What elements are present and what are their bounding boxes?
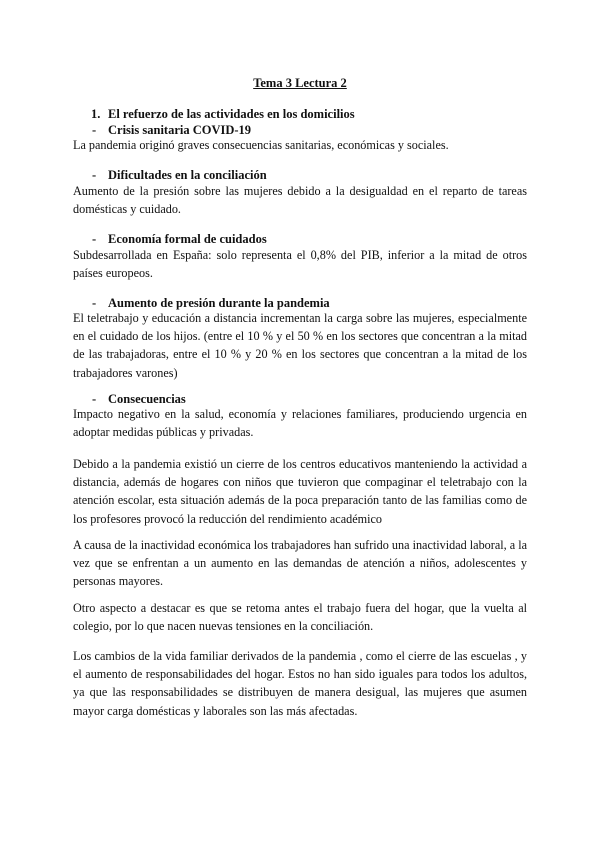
bullet-dash: - xyxy=(92,123,97,137)
text-line: distancia, además de hogares con niños que tuvieron que compaginar el teletrabajo con la xyxy=(73,475,527,490)
text-line: Impacto negativo en la salud, economía y relaciones familiares, produciendo urgencia en xyxy=(73,407,527,421)
subsection-heading-text: Consecuencias xyxy=(108,392,186,406)
bullet-dash: - xyxy=(92,168,97,182)
text-line: Debido a la pandemia existió un cierre de los centros educativos manteniendo la actividad a xyxy=(73,457,527,471)
text-line: mayor carga domésticas y laborales son las más afectadas. xyxy=(73,703,358,718)
text-line: Otro aspecto a destacar es que se retoma antes el trabajo fuera del hogar, que la vuelta al xyxy=(73,601,527,615)
text-line: Los cambios de la vida familiar derivados de la pandemia , como el cierre de las escuelas , y xyxy=(73,649,527,663)
text-line: Subdesarrollada en España: solo representa el 0,8% del PIB, inferior a la mitad de otros xyxy=(73,248,527,262)
text-line: el aumento de responsabilidades del hogar. Estos no han sido iguales para todos los adultos, xyxy=(73,667,527,682)
subsection-paragraph xyxy=(73,309,527,382)
text-line: países europeos. xyxy=(73,266,153,281)
text-line: de las trabajadoras, entre el 10 % y 20 % en los sectores que concentran a la mitad de los xyxy=(73,347,527,362)
body-paragraph xyxy=(73,455,527,528)
text-line: colegio, por lo que nacen nuevas tensiones en la conciliación. xyxy=(73,619,374,634)
subsection-paragraph xyxy=(73,182,527,218)
subsection-paragraph xyxy=(73,405,527,441)
bullet-dash: - xyxy=(92,392,97,406)
subsection-heading-text: Economía formal de cuidados xyxy=(108,232,267,246)
document-title: Tema 3 Lectura 2 xyxy=(253,76,347,90)
subsection-heading-text: Crisis sanitaria COVID-19 xyxy=(108,123,252,137)
text-line: domésticas y cuidado. xyxy=(73,202,181,217)
subsection-heading xyxy=(92,231,267,247)
body-paragraph xyxy=(73,536,527,591)
text-line: A causa de la inactividad económica los trabajadores han sufrido una inactividad laboral, a la xyxy=(73,538,527,552)
section-heading xyxy=(91,106,355,122)
text-line: El teletrabajo y educación a distancia incrementan la carga sobre las mujeres, especialmente xyxy=(73,311,527,325)
body-paragraph xyxy=(73,599,527,635)
bullet-dash: - xyxy=(92,296,97,310)
text-line: trabajadores varones) xyxy=(73,365,178,380)
text-line: adoptar medidas públicas y privadas. xyxy=(73,425,254,440)
text-line: vez que se enfrentan a un aumento en las demandas de atención a niños, adolescentes y xyxy=(73,556,527,571)
section-number: 1. xyxy=(91,107,101,121)
text-line: en el cuidado de los hijos. (entre el 10 % y el 50 % en los sectores que concentran a la mitad xyxy=(73,329,527,344)
subsection-heading-text: Aumento de presión durante la pandemia xyxy=(108,296,330,310)
bullet-dash: - xyxy=(92,232,97,246)
text-line: Aumento de la presión sobre las mujeres debido a la desigualdad en el reparto de tareas xyxy=(73,184,527,198)
text-line: La pandemia originó graves consecuencias sanitarias, económicas y sociales. xyxy=(73,138,449,152)
text-line: los profesores provocó la reducción del rendimiento académico xyxy=(73,511,382,526)
text-line: ya que las responsabilidades se distribuyen de manera desigual, las mujeres que asumen xyxy=(73,685,527,700)
subsection-paragraph xyxy=(73,136,527,154)
body-paragraph xyxy=(73,647,527,720)
subsection-heading xyxy=(92,167,267,183)
subsection-heading-text: Dificultades en la conciliación xyxy=(108,168,267,182)
text-line: personas mayores. xyxy=(73,574,164,589)
text-line: atención escolar, esta situación además de la poca preparación tanto de las familias como de xyxy=(73,493,527,508)
section-heading-text: El refuerzo de las actividades en los domicilios xyxy=(108,107,355,121)
subsection-paragraph xyxy=(73,246,527,282)
